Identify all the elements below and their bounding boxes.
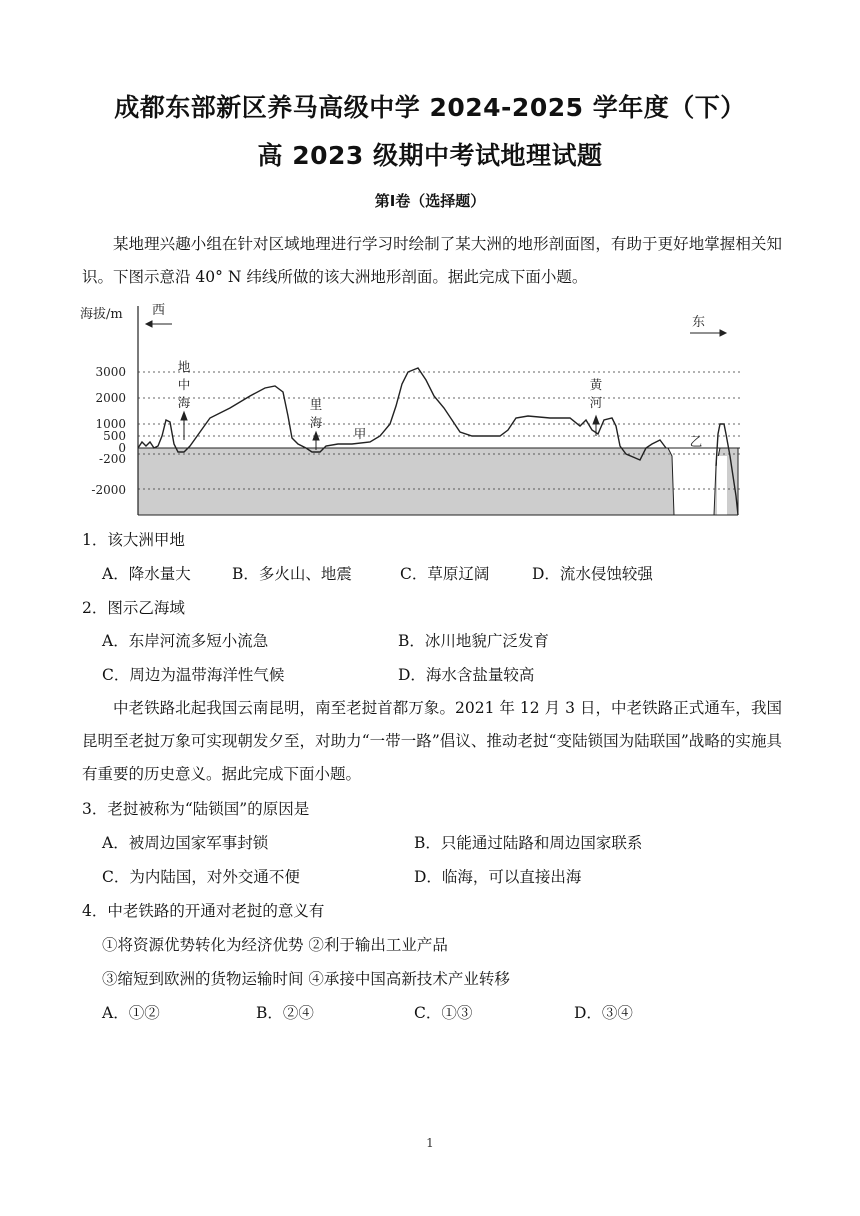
question-3-stem: 3．老挝被称为“陆锁国”的原因是 — [82, 800, 310, 818]
tick-2000: 2000 — [95, 391, 126, 405]
question-4-stem: 4．中老铁路的开通对老挝的意义有 — [82, 902, 325, 920]
label-dizhonghai-1: 地 — [177, 359, 191, 374]
q2-option-d: D．海水含盐量较高 — [398, 666, 535, 684]
q2-option-a: A．东岸河流多短小流急 — [102, 632, 269, 650]
intro-paragraph-1: 某地理兴趣小组在针对区域地理进行学习时绘制了某大洲的地形剖面图，有助于更好地掌握相关知识。下图示意沿 40° N 纬线所做的该大洲地形剖面。据此完成下面小题。 — [82, 235, 782, 286]
label-huanghe-2: 河 — [589, 395, 603, 410]
q3-option-a: A．被周边国家军事封锁 — [102, 834, 269, 852]
tick-3000: 3000 — [95, 365, 126, 379]
tick-minus2000: -2000 — [91, 483, 126, 497]
label-jia: 甲 — [353, 426, 367, 441]
q4-items-line-1: ①将资源优势转化为经济优势 ②利于输出工业产品 — [102, 936, 448, 954]
question-1-stem: 1．该大洲甲地 — [82, 531, 185, 549]
label-lihai-2: 海 — [309, 415, 323, 430]
q2-option-c: C．周边为温带海洋性气候 — [102, 666, 285, 684]
q2-option-b: B．冰川地貌广泛发育 — [398, 632, 549, 650]
q1-option-a: A．降水量大 — [102, 565, 191, 583]
exam-title-line2: 高 2023 级期中考试地理试题 — [257, 141, 603, 170]
east-label: 东 — [692, 315, 706, 330]
label-huanghe-1: 黄 — [589, 377, 603, 392]
q4-option-b: B．②④ — [256, 1004, 314, 1022]
tick-500: 500 — [103, 429, 126, 443]
label-lihai-1: 里 — [309, 397, 323, 412]
intro-paragraph-2: 中老铁路北起我国云南昆明，南至老挝首都万象。2021 年 12 月 3 日，中老铁路正式通车，我国昆明至老挝万象可实现朝发夕至，对助力“一带一路”倡议、推动老挝“变陆锁国为陆联国”战略的实施具有重要的历史意义。据此完成下面小题。 — [82, 699, 782, 783]
label-dizhonghai-3: 海 — [177, 395, 191, 410]
q1-option-c: C．草原辽阔 — [400, 565, 490, 583]
label-yi: 乙 — [689, 434, 703, 449]
q3-option-b: B．只能通过陆路和周边国家联系 — [414, 834, 643, 852]
page-number: 1 — [426, 1136, 434, 1150]
label-dizhonghai-2: 中 — [177, 377, 191, 392]
y-axis-label: 海拔/m — [80, 307, 123, 322]
q4-option-d: D．③④ — [574, 1004, 633, 1022]
q1-option-d: D．流水侵蚀较强 — [532, 565, 653, 583]
q4-option-a: A．①② — [102, 1004, 160, 1022]
q4-option-c: C．①③ — [414, 1004, 473, 1022]
terrain-profile-figure — [80, 296, 750, 522]
exam-title-line1: 成都东部新区养马高级中学 2024-2025 学年度（下） — [114, 93, 746, 122]
q3-option-c: C．为内陆国，对外交通不便 — [102, 868, 300, 886]
question-2-stem: 2．图示乙海域 — [82, 599, 185, 617]
tick-minus200: -200 — [99, 452, 126, 466]
q1-option-b: B．多火山、地震 — [232, 565, 352, 583]
tick-1000: 1000 — [95, 417, 126, 431]
section-heading: 第Ⅰ卷（选择题） — [374, 192, 486, 210]
q4-items-line-2: ③缩短到欧洲的货物运输时间 ④承接中国高新技术产业转移 — [102, 970, 510, 988]
q3-option-d: D．临海，可以直接出海 — [414, 868, 582, 886]
west-label: 西 — [152, 303, 166, 318]
tick-0: 0 — [118, 441, 126, 455]
